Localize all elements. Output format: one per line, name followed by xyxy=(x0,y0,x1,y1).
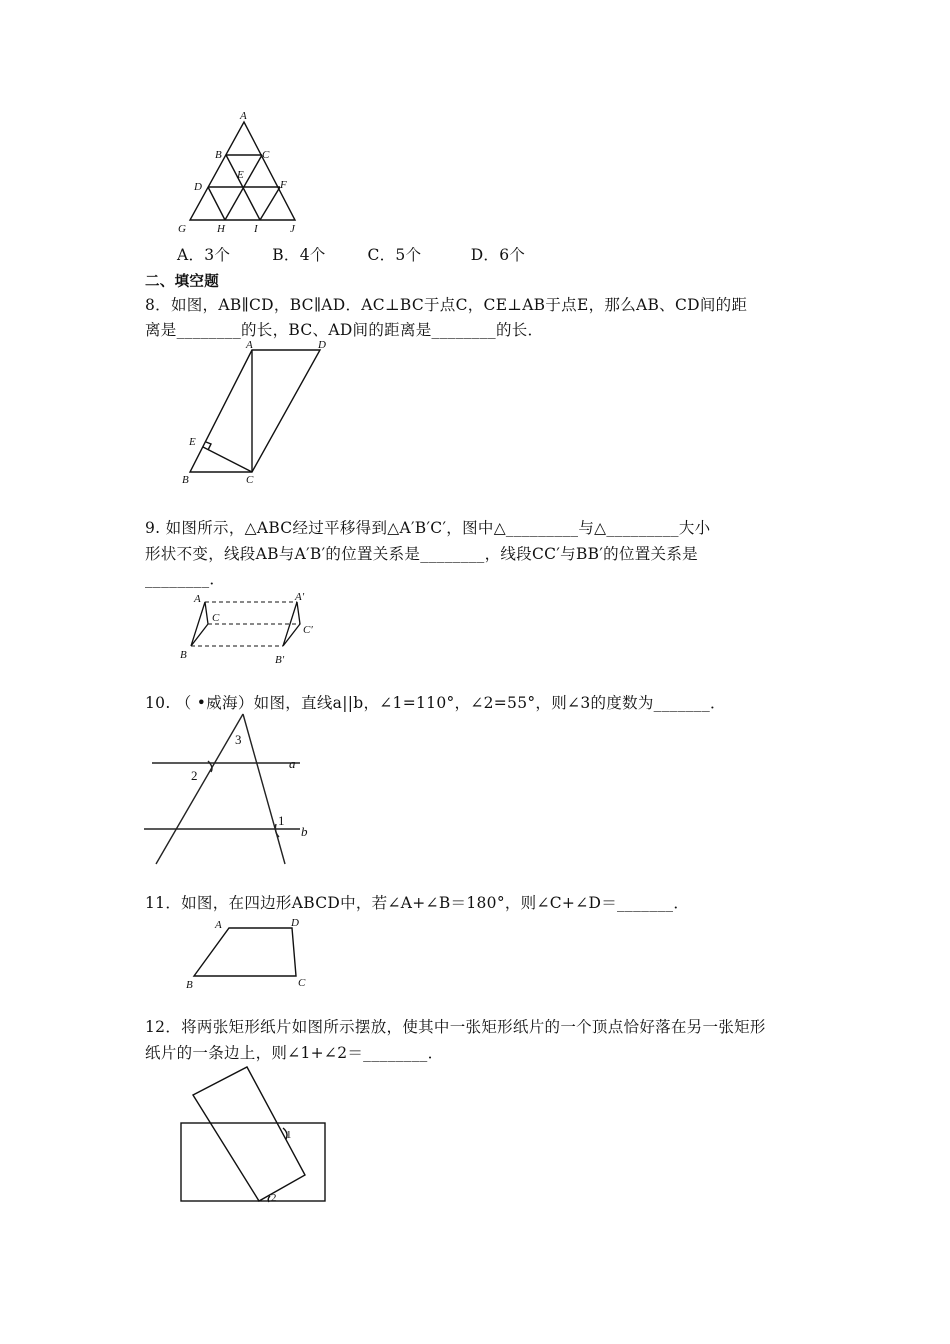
fig7-label: A xyxy=(240,110,247,122)
fig7-label: I xyxy=(254,223,258,235)
fig8-label: E xyxy=(189,436,196,448)
fig9-label: A′ xyxy=(295,591,305,603)
fig10-angle-label: 1 xyxy=(278,813,285,828)
fig10-line-label: b xyxy=(301,824,308,839)
fig8-label: B xyxy=(182,474,189,486)
fig11-label: A xyxy=(215,919,222,931)
figure-q8-parallelogram xyxy=(180,340,340,490)
fig7-label: D xyxy=(194,181,202,193)
figure-q10-parallel-lines xyxy=(140,712,320,867)
option-b[interactable]: B．4个 xyxy=(272,246,326,264)
section-title: 二、填空题 xyxy=(145,274,219,290)
fig11-label: C xyxy=(298,977,306,989)
fig7-label: B xyxy=(215,149,222,161)
fig8-label: D xyxy=(318,339,326,351)
figure-q9-translation xyxy=(175,588,335,668)
fig11-label: D xyxy=(291,917,299,929)
fig7-label: H xyxy=(217,223,225,235)
fig10-angle-label: 2 xyxy=(191,768,198,783)
fig7-label: C xyxy=(262,149,270,161)
fig8-label: A xyxy=(246,339,253,351)
option-d[interactable]: D．6个 xyxy=(470,246,526,264)
fig12-angle-label: 2 xyxy=(271,1192,277,1204)
q9-text-line3: ________． xyxy=(145,570,226,588)
option-a[interactable]: A．3个 xyxy=(177,246,231,264)
fig10-line-label: a xyxy=(289,756,296,771)
q9-text-line2: 形状不变，线段AB与A′B′的位置关系是________，线段CC′与BB′的位置关系是 xyxy=(145,545,698,563)
q8-text-line1: 8．如图，AB∥CD，BC∥AD．AC⊥BC于点C，CE⊥AB于点E，那么AB、CD间的距 xyxy=(145,296,748,314)
figure-q7-triangle-grid xyxy=(170,110,310,240)
q7-options xyxy=(177,243,525,265)
fig7-label: F xyxy=(280,179,287,191)
fig10-angle-label: 3 xyxy=(235,732,242,747)
q12-text-line1: 12．将两张矩形纸片如图所示摆放，使其中一张矩形纸片的一个顶点恰好落在另一张矩形 xyxy=(145,1018,766,1036)
figure-q12-rectangles xyxy=(175,1065,335,1210)
fig7-label: G xyxy=(178,223,186,235)
figure-q11-quadrilateral xyxy=(182,912,322,997)
fig11-label: B xyxy=(186,979,193,991)
option-c[interactable]: C．5个 xyxy=(367,246,422,264)
q11-text-line1: 11．如图，在四边形ABCD中，若∠A+∠B＝180°，则∠C+∠D＝_______． xyxy=(145,894,690,912)
fig9-label: C′ xyxy=(303,624,313,636)
fig9-label: A xyxy=(194,593,201,605)
q9-text-line1: 9. 如图所示，△ABC经过平移得到△A′B′C′，图中△_________与△_________大小 xyxy=(145,519,711,537)
fig9-label: C xyxy=(212,612,220,624)
fig9-label: B′ xyxy=(275,654,285,666)
fig8-label: C xyxy=(246,474,254,486)
q8-text-line2: 离是________的长，BC、AD间的距离是________的长． xyxy=(145,321,544,339)
fig12-angle-label: 1 xyxy=(286,1129,292,1141)
fig7-label: E xyxy=(237,169,244,181)
q10-text-line1: 10. （ •威海）如图，直线a||b，∠1=110°，∠2=55°，则∠3的度数为_______． xyxy=(145,694,726,712)
q12-text-line2: 纸片的一条边上，则∠1+∠2＝________． xyxy=(145,1044,444,1062)
fig7-label: J xyxy=(290,223,295,235)
fig9-label: B xyxy=(180,649,187,661)
